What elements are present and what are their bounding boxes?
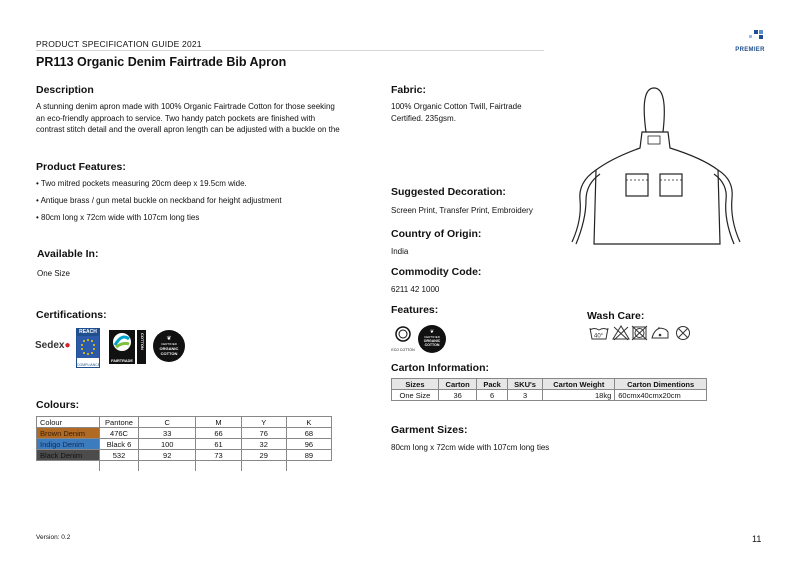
table-cell: 18kg — [543, 390, 615, 401]
badge-bot: COTTON — [424, 343, 440, 347]
fabric-body — [391, 101, 522, 124]
wash-40-icon — [590, 328, 608, 340]
column-header: M — [196, 417, 241, 428]
table-cell: 61 — [196, 439, 241, 450]
table-cell: 6 — [477, 390, 507, 401]
table-cell: 89 — [286, 450, 331, 461]
available-value: One Size — [37, 269, 70, 278]
column-header: Colour — [37, 417, 100, 428]
premier-logo — [732, 28, 768, 53]
no-bleach-icon — [613, 326, 629, 340]
table-cell: 532 — [100, 450, 139, 461]
table-cell: 36 — [438, 390, 477, 401]
origin-heading: Country of Origin: — [391, 228, 482, 240]
table-header-row — [392, 379, 707, 390]
version-label: Version: 0.2 — [36, 534, 71, 541]
wash-care-icons — [588, 324, 698, 342]
table-cell: 3 — [507, 390, 543, 401]
organic-cotton-logo — [153, 330, 185, 362]
cotton-ring-icon — [391, 325, 415, 343]
eco-cotton-badge — [391, 325, 415, 352]
wash-temp: 40° — [594, 333, 604, 340]
feature-item: • Antique brass / gun metal buckle on neckband for height adjustment — [36, 196, 282, 205]
description-heading: Description — [36, 84, 94, 96]
table-cell: One Size — [392, 390, 439, 401]
eco-cotton-label: ECO COTTON — [391, 348, 415, 352]
logo-mark-icon — [732, 28, 768, 42]
cotton-tag-label: COTTON — [140, 333, 145, 350]
fairtrade-label: FAIRTRADE — [111, 359, 133, 363]
eu-stars-icon — [77, 336, 99, 358]
fabric-line: Certified. 235gsm. — [391, 113, 456, 123]
description-line: contrast stitch detail and the overall apron length can be adjusted with a buckle on the — [36, 125, 340, 134]
available-heading: Available In: — [37, 248, 99, 260]
table-cell: 32 — [241, 439, 286, 450]
garment-heading: Garment Sizes: — [391, 424, 468, 436]
decoration-heading: Suggested Decoration: — [391, 186, 506, 198]
leaf-icon: ❦ — [429, 329, 435, 335]
garment-value: 80cm long x 72cm wide with 107cm long ties — [391, 443, 550, 452]
cotton-tag — [137, 330, 146, 364]
reach-logo — [76, 328, 100, 368]
colour-swatch-cell: Black Denim — [37, 450, 100, 461]
column-header: Pack — [477, 379, 507, 390]
decoration-value: Screen Print, Transfer Print, Embroidery — [391, 206, 533, 215]
description-body — [36, 101, 381, 136]
organic-mid: ORGANIC — [159, 346, 179, 351]
description-line: A stunning denim apron made with 100% Organic Fairtrade Cotton for those seeking — [36, 102, 335, 111]
no-tumble-dry-icon — [632, 326, 647, 340]
column-header: Sizes — [392, 379, 439, 390]
column-header: Pantone — [100, 417, 139, 428]
badge-mid: ORGANIC — [423, 339, 441, 343]
table-cell: 100 — [139, 439, 196, 450]
fabric-line: 100% Organic Cotton Twill, Fairtrade — [391, 102, 522, 111]
table-cell: 29 — [241, 450, 286, 461]
no-dry-clean-icon — [677, 327, 690, 340]
colour-swatch-cell: Brown Denim — [37, 428, 100, 439]
reach-sub: COMPLIANCE — [77, 363, 101, 367]
sedex-text: Sedex — [35, 340, 65, 351]
table-row — [37, 439, 332, 450]
table-row — [37, 450, 332, 461]
page-number: 11 — [752, 534, 762, 544]
feature-icons-heading: Features: — [391, 304, 439, 316]
carton-table — [391, 378, 707, 401]
column-header: C — [139, 417, 196, 428]
table-cell: 33 — [139, 428, 196, 439]
badge-top: CERTIFIED — [424, 335, 440, 339]
table-cell: 60cmx40cmx20cm — [615, 390, 707, 401]
column-header: Y — [241, 417, 286, 428]
header-divider — [36, 50, 544, 51]
feature-item: • Two mitred pockets measuring 20cm deep x 19.5cm wide. — [36, 179, 247, 188]
fabric-heading: Fabric: — [391, 84, 427, 96]
table-cell: 76 — [241, 428, 286, 439]
product-title: PR113 Organic Denim Fairtrade Bib Apron — [36, 55, 287, 69]
table-cell: Black 6 — [100, 439, 139, 450]
organic-cotton-badge — [418, 325, 446, 353]
logo-text: PREMIER — [735, 47, 765, 53]
colours-table — [36, 416, 332, 471]
table-row — [37, 428, 332, 439]
column-header: SKU's — [507, 379, 543, 390]
origin-value: India — [391, 247, 409, 256]
fairtrade-mark-icon — [109, 330, 135, 354]
leaf-icon: ❦ — [166, 336, 172, 342]
wash-care-heading: Wash Care: — [587, 310, 645, 322]
column-header: Carton Weight — [543, 379, 615, 390]
column-header: Carton Dimentions — [615, 379, 707, 390]
sedex-logo: Sedex● — [35, 340, 71, 351]
commodity-heading: Commodity Code: — [391, 266, 482, 278]
table-cell: 68 — [286, 428, 331, 439]
carton-heading: Carton Information: — [391, 362, 489, 374]
commodity-value: 6211 42 1000 — [391, 285, 440, 294]
colour-swatch-cell: Indigo Denim — [37, 439, 100, 450]
table-empty-row — [37, 461, 332, 472]
column-header: K — [286, 417, 331, 428]
feature-item: • 80cm long x 72cm wide with 107cm long ties — [36, 213, 200, 222]
reach-label: REACH — [77, 329, 99, 336]
guide-title: PRODUCT SPECIFICATION GUIDE 2021 — [36, 39, 202, 49]
table-cell: 73 — [196, 450, 241, 461]
table-row — [392, 390, 707, 401]
table-cell: 66 — [196, 428, 241, 439]
table-cell: 92 — [139, 450, 196, 461]
table-header-row — [37, 417, 332, 428]
column-header: Carton — [438, 379, 477, 390]
apron-illustration — [568, 84, 744, 248]
certifications-heading: Certifications: — [36, 309, 107, 321]
table-cell: 96 — [286, 439, 331, 450]
features-heading: Product Features: — [36, 161, 126, 173]
organic-top: CERTIFIED — [161, 342, 177, 346]
fairtrade-logo — [109, 330, 135, 364]
colours-heading: Colours: — [36, 399, 80, 411]
iron-icon — [652, 328, 668, 338]
table-cell: 476C — [100, 428, 139, 439]
organic-bot: COTTON — [160, 351, 178, 356]
description-line: an eco-friendly approach to service. Two handy patch pockets are finished with — [36, 113, 316, 123]
